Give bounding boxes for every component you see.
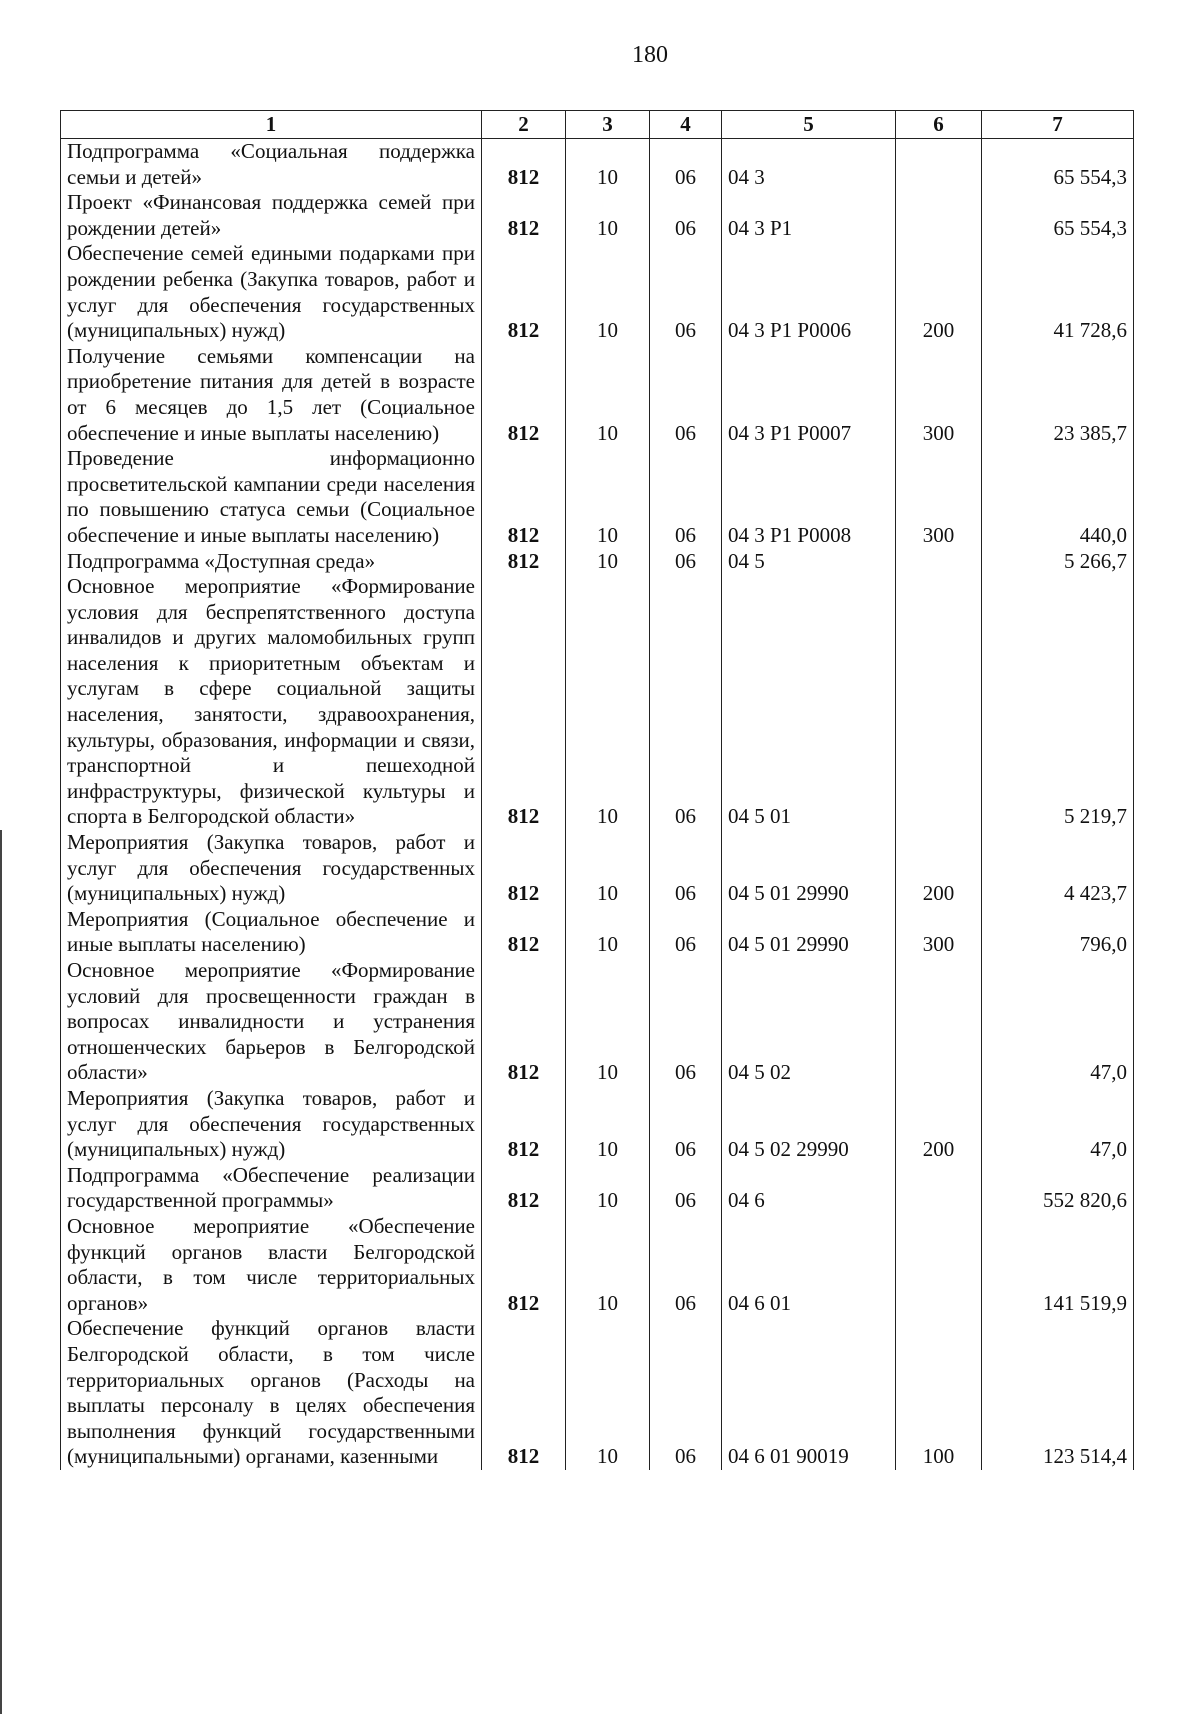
- row-col-5: 04 5 01: [722, 574, 896, 830]
- header-col-6: 6: [896, 111, 982, 139]
- row-col-6: 300: [896, 446, 982, 548]
- row-col-5: 04 3 P1 P0006: [722, 241, 896, 343]
- row-col-2: 812: [482, 1086, 566, 1163]
- row-col-7: 4 423,7: [982, 830, 1134, 907]
- table-row: [61, 958, 1134, 1086]
- row-col-4: 06: [650, 1214, 722, 1316]
- row-col-6: [896, 549, 982, 575]
- table-row: [61, 241, 1134, 343]
- row-col-2: 812: [482, 1214, 566, 1316]
- row-col-2: 812: [482, 1316, 566, 1470]
- table-header: [61, 111, 1134, 139]
- row-col-5: 04 3 P1: [722, 190, 896, 241]
- row-name: Подпрограмма «Социальная поддержка семьи и детей»: [61, 139, 482, 191]
- table-row: [61, 139, 1134, 191]
- row-name: Подпрограмма «Обеспечение реализации государственной программы»: [61, 1163, 482, 1214]
- row-col-3: 10: [566, 1086, 650, 1163]
- row-name: Основное мероприятие «Формирование условия для беспрепятственного доступа инвалидов и других маломобильных групп населения к приоритетным объектам и услугам в сфере социальной защиты населения, занятости, здравоохранения, культуры, образования, информации и связи, транспортной и пешеходной инфраструктуры, физической культуры и спорта в Белгородской области»: [61, 574, 482, 830]
- row-col-6: [896, 574, 982, 830]
- row-col-7: 5 266,7: [982, 549, 1134, 575]
- row-col-6: 200: [896, 1086, 982, 1163]
- row-col-2: 812: [482, 574, 566, 830]
- budget-table: [60, 110, 1134, 1470]
- table-row: [61, 1316, 1134, 1470]
- row-col-6: [896, 139, 982, 191]
- table-row: [61, 907, 1134, 958]
- row-col-3: 10: [566, 830, 650, 907]
- row-col-4: 06: [650, 907, 722, 958]
- row-col-3: 10: [566, 1163, 650, 1214]
- row-col-3: 10: [566, 1214, 650, 1316]
- row-col-6: 300: [896, 344, 982, 446]
- table-row: [61, 1163, 1134, 1214]
- row-name: Мероприятия (Социальное обеспечение и иные выплаты населению): [61, 907, 482, 958]
- table-row: [61, 1214, 1134, 1316]
- row-col-4: 06: [650, 1163, 722, 1214]
- row-col-3: 10: [566, 549, 650, 575]
- header-row: [61, 111, 1134, 139]
- row-name: Обеспечение функций органов власти Белгородской области, в том числе территориальных органов (Расходы на выплаты персоналу в целях обеспечения выполнения функций государственными (муниципальными) органами, казенными: [61, 1316, 482, 1470]
- header-col-5: 5: [722, 111, 896, 139]
- row-col-3: 10: [566, 344, 650, 446]
- row-col-4: 06: [650, 1316, 722, 1470]
- row-col-2: 812: [482, 549, 566, 575]
- table-row: [61, 830, 1134, 907]
- row-col-3: 10: [566, 1316, 650, 1470]
- row-col-4: 06: [650, 830, 722, 907]
- table-body: [61, 139, 1134, 1470]
- row-col-2: 812: [482, 139, 566, 191]
- row-col-6: [896, 958, 982, 1086]
- row-col-5: 04 5: [722, 549, 896, 575]
- row-col-5: 04 5 02: [722, 958, 896, 1086]
- row-col-3: 10: [566, 574, 650, 830]
- row-col-4: 06: [650, 549, 722, 575]
- row-col-7: 65 554,3: [982, 190, 1134, 241]
- row-col-7: 440,0: [982, 446, 1134, 548]
- row-col-7: 5 219,7: [982, 574, 1134, 830]
- page-number: 180: [632, 42, 668, 68]
- row-col-6: 200: [896, 241, 982, 343]
- header-col-3: 3: [566, 111, 650, 139]
- row-col-4: 06: [650, 190, 722, 241]
- table-row: [61, 344, 1134, 446]
- row-col-2: 812: [482, 907, 566, 958]
- row-col-2: 812: [482, 344, 566, 446]
- row-col-4: 06: [650, 139, 722, 191]
- row-name: Мероприятия (Закупка товаров, работ и услуг для обеспечения государственных (муниципальных) нужд): [61, 830, 482, 907]
- row-col-5: 04 6 01 90019: [722, 1316, 896, 1470]
- row-name: Проведение информационно просветительской кампании среди населения по повышению статуса семьи (Социальное обеспечение и иные выплаты населению): [61, 446, 482, 548]
- row-name: Подпрограмма «Доступная среда»: [61, 549, 482, 575]
- row-col-4: 06: [650, 574, 722, 830]
- row-col-7: 796,0: [982, 907, 1134, 958]
- row-col-5: 04 3 P1 P0007: [722, 344, 896, 446]
- row-col-6: 100: [896, 1316, 982, 1470]
- row-col-2: 812: [482, 958, 566, 1086]
- row-col-5: 04 5 02 29990: [722, 1086, 896, 1163]
- row-col-7: 552 820,6: [982, 1163, 1134, 1214]
- row-col-5: 04 6 01: [722, 1214, 896, 1316]
- row-col-4: 06: [650, 241, 722, 343]
- row-col-6: [896, 190, 982, 241]
- row-col-3: 10: [566, 446, 650, 548]
- row-col-6: 300: [896, 907, 982, 958]
- row-col-4: 06: [650, 344, 722, 446]
- scan-edge-mark: [0, 830, 2, 1714]
- row-col-4: 06: [650, 446, 722, 548]
- row-col-2: 812: [482, 190, 566, 241]
- row-name: Основное мероприятие «Обеспечение функций органов власти Белгородской области, в том числе территориальных органов»: [61, 1214, 482, 1316]
- row-col-3: 10: [566, 907, 650, 958]
- row-col-5: 04 3: [722, 139, 896, 191]
- row-col-7: 123 514,4: [982, 1316, 1134, 1470]
- row-col-7: 41 728,6: [982, 241, 1134, 343]
- header-col-4: 4: [650, 111, 722, 139]
- row-col-5: 04 3 P1 P0008: [722, 446, 896, 548]
- row-col-7: 141 519,9: [982, 1214, 1134, 1316]
- row-col-2: 812: [482, 446, 566, 548]
- row-name: Мероприятия (Закупка товаров, работ и услуг для обеспечения государственных (муниципальных) нужд): [61, 1086, 482, 1163]
- row-col-3: 10: [566, 190, 650, 241]
- table-row: [61, 190, 1134, 241]
- header-col-2: 2: [482, 111, 566, 139]
- row-col-7: 47,0: [982, 958, 1134, 1086]
- row-col-5: 04 5 01 29990: [722, 907, 896, 958]
- row-col-6: [896, 1163, 982, 1214]
- row-col-7: 65 554,3: [982, 139, 1134, 191]
- row-col-6: [896, 1214, 982, 1316]
- row-name: Получение семьями компенсации на приобретение питания для детей в возрасте от 6 месяцев до 1,5 лет (Социальное обеспечение и иные выплаты населению): [61, 344, 482, 446]
- row-col-6: 200: [896, 830, 982, 907]
- row-col-5: 04 5 01 29990: [722, 830, 896, 907]
- table-row: [61, 1086, 1134, 1163]
- header-col-1: 1: [61, 111, 482, 139]
- row-col-4: 06: [650, 958, 722, 1086]
- row-name: Обеспечение семей едиными подарками при рождении ребенка (Закупка товаров, работ и услуг для обеспечения государственных (муниципальных) нужд): [61, 241, 482, 343]
- row-col-7: 47,0: [982, 1086, 1134, 1163]
- row-col-3: 10: [566, 139, 650, 191]
- table-row: [61, 549, 1134, 575]
- row-col-3: 10: [566, 241, 650, 343]
- row-col-4: 06: [650, 1086, 722, 1163]
- row-name: Проект «Финансовая поддержка семей при рождении детей»: [61, 190, 482, 241]
- row-col-2: 812: [482, 241, 566, 343]
- row-col-2: 812: [482, 1163, 566, 1214]
- table-row: [61, 446, 1134, 548]
- row-col-5: 04 6: [722, 1163, 896, 1214]
- row-col-3: 10: [566, 958, 650, 1086]
- row-col-2: 812: [482, 830, 566, 907]
- row-col-7: 23 385,7: [982, 344, 1134, 446]
- header-col-7: 7: [982, 111, 1134, 139]
- row-name: Основное мероприятие «Формирование условий для просвещенности граждан в вопросах инвалидности и устранения отношенческих барьеров в Белгородской области»: [61, 958, 482, 1086]
- table-row: [61, 574, 1134, 830]
